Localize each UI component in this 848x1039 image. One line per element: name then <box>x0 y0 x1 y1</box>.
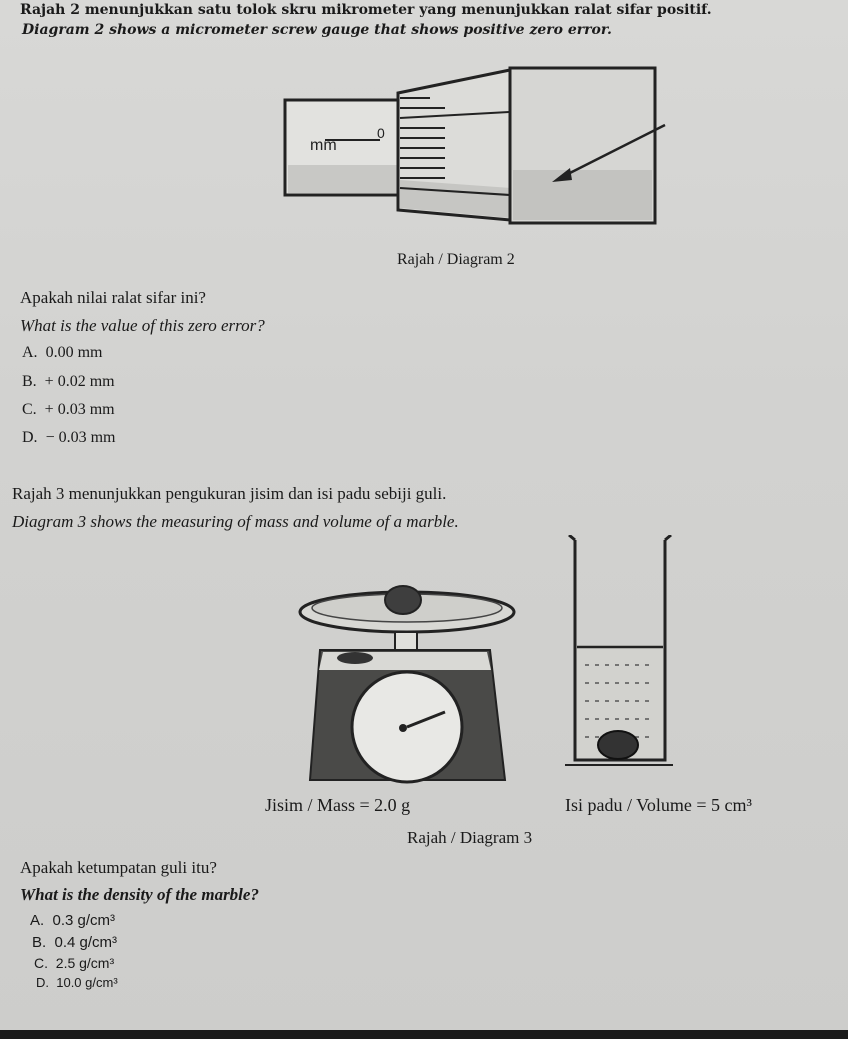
bottom-edge <box>0 1030 848 1039</box>
diagram3-caption: Rajah / Diagram 3 <box>407 828 533 847</box>
q1-option-c[interactable]: C. + 0.03 mm <box>22 401 115 418</box>
q2-intro-malay: Rajah 3 menunjukkan pengukuran jisim dan isi padu sebiji guli. <box>12 484 447 503</box>
q1-intro-english: Diagram 2 shows a micrometer screw gauge that shows positive zero error. <box>22 22 612 38</box>
volume-label: Isi padu / Volume = 5 cm³ <box>565 795 752 815</box>
scale-stem <box>395 632 417 650</box>
q2-question-malay: Apakah ketumpatan guli itu? <box>20 858 217 877</box>
q1-option-b[interactable]: B. + 0.02 mm <box>22 373 115 390</box>
marble-on-scale <box>385 586 421 614</box>
q2-option-c[interactable]: C. 2.5 g/cm³ <box>34 955 115 971</box>
q2-option-b[interactable]: B. 0.4 g/cm³ <box>32 934 118 951</box>
weighing-scale-diagram <box>295 570 520 785</box>
q1-intro-malay: Rajah 2 menunjukkan satu tolok skru mikrometer yang menunjukkan ralat sifar positif. <box>20 2 712 18</box>
diagram2-caption: Rajah / Diagram 2 <box>397 251 515 268</box>
q1-option-d[interactable]: D. − 0.03 mm <box>22 429 116 446</box>
mm-label: mm <box>310 137 337 154</box>
mass-label: Jisim / Mass = 2.0 g <box>265 795 411 815</box>
q1-question-malay: Apakah nilai ralat sifar ini? <box>20 288 206 307</box>
q2-option-d[interactable]: D. 10.0 g/cm³ <box>36 975 118 990</box>
q2-intro-english: Diagram 3 shows the measuring of mass and volume of a marble. <box>12 512 459 531</box>
q1-question-english: What is the value of this zero error? <box>20 316 265 335</box>
marble-in-cylinder <box>598 731 638 759</box>
q2-question-english: What is the density of the marble? <box>20 885 259 904</box>
micrometer-diagram <box>270 60 690 240</box>
sleeve-zero-label: 0 <box>377 125 385 141</box>
q1-option-a[interactable]: A. 0.00 mm <box>22 344 103 361</box>
measuring-cylinder-diagram <box>555 535 675 775</box>
q2-option-a[interactable]: A. 0.3 g/cm³ <box>30 912 116 929</box>
